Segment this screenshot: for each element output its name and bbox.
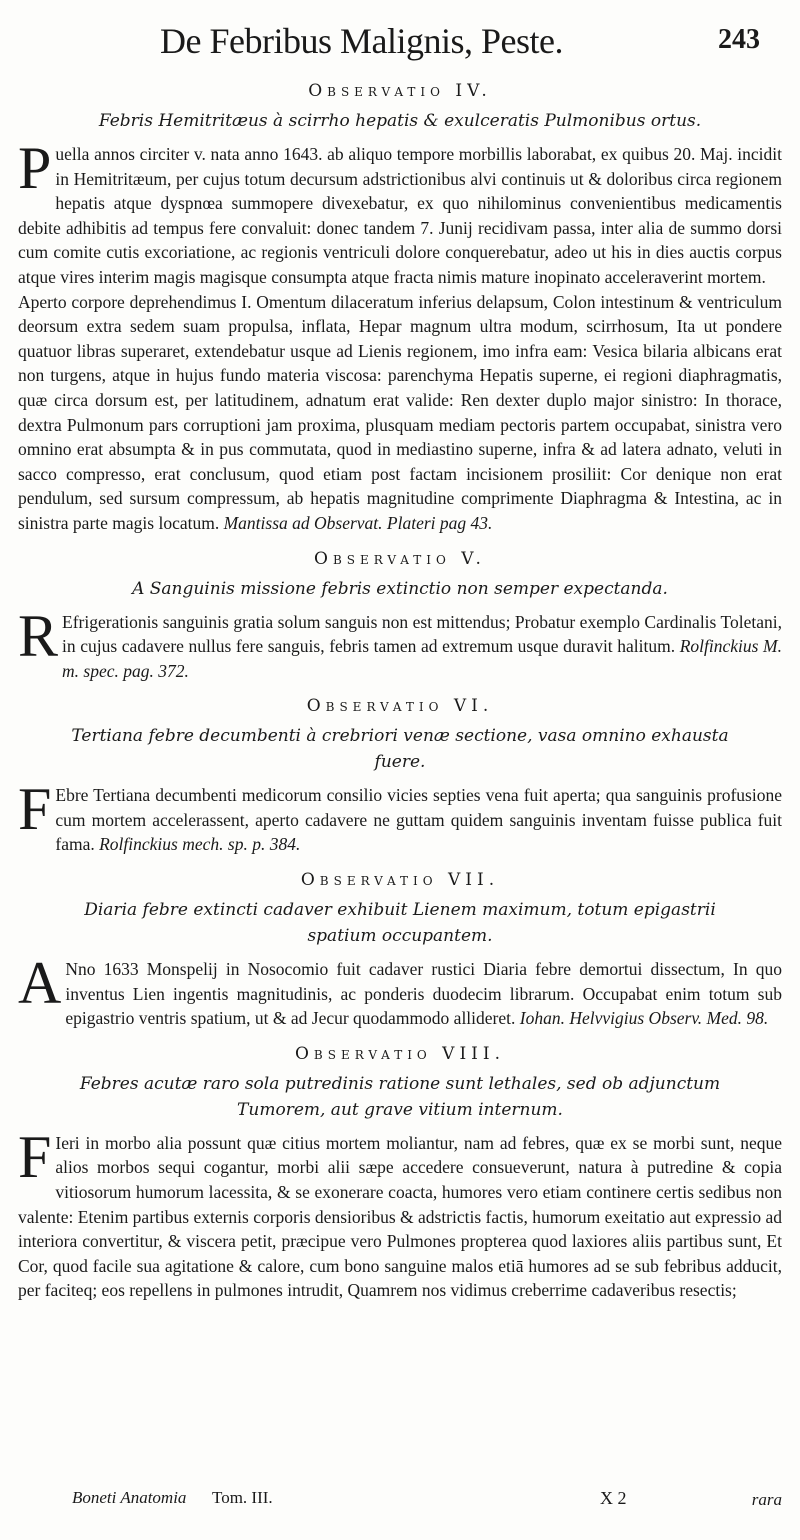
footer-tome: Tom. III. [212, 1488, 273, 1507]
observation-4 [18, 78, 782, 536]
page-number: 243 [718, 24, 760, 55]
observation-subtitle: Febres acutæ raro sola putredinis ratione sunt lethales, sed ob adjunctum Tumorem, aut grave vitium internum. [79, 1073, 721, 1120]
observation-paragraph [18, 602, 783, 684]
citation: Iohan. Helvvigius Observ. Med. 98. [519, 1008, 769, 1029]
observation-subtitle: Febris Hemitritæus à scirrho hepatis & exulceratis Pulmonibus ortus. [98, 111, 702, 131]
page-footer [72, 1488, 782, 1518]
observation-5 [18, 546, 782, 684]
page-header [0, 20, 800, 70]
citation: Rolfinckius mech. sp. p. 384. [99, 834, 301, 855]
observation-paragraph [18, 1123, 782, 1303]
observation-paragraph [18, 950, 782, 1031]
observation-heading: Observatio VII. [300, 870, 500, 891]
running-title: De Febribus Malignis, Peste. [160, 21, 563, 61]
observation-text: Efrigerationis sanguinis gratia solum sanguis non est mittendus; Probatur exemplo Cardinalis Toletani, in cujus cadavere nullus fere sanguis, febris tamen ad extremum usque duravit halitum. [62, 611, 782, 657]
observation-text: Ieri in morbo alia possunt quæ citius mortem moliantur, nam ad febres, quæ ex se morbi sunt, neque alios morbos sequi cogantur, morbi alii sæpe accedere consueverunt, natura à putredine & copia vitiosorum humorum lacessita, & se exonerare coacta, humores vero etiam continere certis sedibus non valente: Etenim partibus externis corporis densioribus & adstrictis factis, humorum exeitatio aut expressio ad interiora convertitur, & viscera petit, præcipue vero Pulmones propterea quod laxiores aliis partibus sunt, Et Cor, quod facile sua agitatione & calore, cum bono sanguine malos etiā humores ad se sub febribus adducit, per faciteq; eos repellens in pulmones intrudit, Quamrem nos vidimus creberrime cadaveribus resectis; [18, 1132, 782, 1301]
observation-text: Nno 1633 Monspelij in Nosocomio fuit cadaver rustici Diaria febre demortui dissectum, In quo inventus Lien ingentis magnitudinis, ac ponderis duodecim librarum. Occupabat enim totum sub epigastrio ventris spatium, ut & ad Jecur quodammodo allideret. [65, 959, 782, 1029]
observation-8 [18, 1041, 782, 1303]
observation-6 [18, 693, 782, 857]
observation-paragraph [18, 776, 782, 857]
observation-text: Ebre Tertiana decumbenti medicorum consilio vicies septies vena fuit aperta; qua sanguinis profusione cum mortem accelerassent, aperto cadavere ne guttam quidem sanguinis inventam fuisse publica fuit fama. [55, 785, 782, 855]
observation-subtitle: Diaria febre extincti cadaver exhibuit Lienem maximum, totum epigastrii spatium occupantem. [84, 900, 716, 947]
observation-subtitle: A Sanguinis missione febris extinctio non semper expectanda. [132, 578, 668, 599]
observation-subtitle: Tertiana febre decumbenti à crebriori venæ sectione, vasa omnino exhausta fuere. [71, 726, 729, 773]
footer-book-title: Boneti Anatomia [72, 1488, 187, 1507]
drop-cap: R [18, 602, 59, 669]
catchword: rara [751, 1490, 782, 1509]
observation-heading: Observatio VI. [306, 696, 494, 717]
citation: Rolfinckius M. m. spec. pag. 372. [62, 636, 783, 681]
observation-text-2: Aperto corpore deprehendimus I. Omentum dilaceratum inferius delapsum, Colon intestinum & ventriculum deorsum extra sedem suam propulsa, inflata, Hepar magnum ultra modum, scirrhosum, Ita ut pondere quatuor libras superaret, extendebatur usque ad Lienis regionem, imo infra eam: Vesica bilaria albicans erat non turgens, atque in hujus fundo materia viscosa: parenchyma Hepatis superne, ei regioni diaphragmatis, quæ circa dorsum est, per latitudinem, adnatum erat valide: Ren dexter duplo major sinistro: In thorace, dextra Pulmonum pars corruptioni jam proxima, plusquam mediam pectoris partem occupabat, sinistra vero omnino erat absumpta & in pus commutata, quod in mediastino superne, infra & ad latera adnato, veluti in sacco compresso, erat conclusum, quod etiam post factam incisionem prosiliit: Cor denique non erat pendulum, sed sursum compressum, ab hepatis magnitudine comprimente Diaphragma & Intestina, ac in sinistra parte magis locatum. [18, 291, 782, 533]
observation-paragraph [18, 135, 782, 290]
observation-paragraph-2 [18, 290, 782, 536]
observation-text: uella annos circiter v. nata anno 1643. ab aliquo tempore morbillis laborabat, ex quibus 20. Maj. incidit in Hemitritæum, per cujus totum decursum adstrictionibus alvi continuis ut & doloribus circa regionem hepatis atque dyspnœa summopere divexebatur, ex quo nihilominus convenientibus medicamentis debite adhibitis ad tempus fere convaluit: donec tandem 7. Junij recidivam passa, inter alia de summo dorsi cum comite cutis excoriatione, ac regionis ventriculi dolore conquerebatur, adeo ut his in dies auctis corpus atque vires interim magis magisque consumpta atque fracta nimis mature inopinato acceleraverint mortem. [18, 144, 782, 287]
page-body [18, 78, 782, 1313]
signature-mark: X 2 [600, 1488, 627, 1508]
observation-heading: Observatio V. [314, 548, 486, 569]
citation: Mantissa ad Observat. Plateri pag 43. [223, 512, 493, 533]
observation-7 [18, 867, 782, 1031]
observation-heading: Observatio VIII. [294, 1043, 506, 1064]
observation-heading: Observatio IV. [308, 81, 492, 101]
drop-cap: P [18, 135, 52, 201]
drop-cap: F [18, 1123, 52, 1190]
drop-cap: F [18, 776, 52, 843]
drop-cap: A [18, 950, 62, 1017]
